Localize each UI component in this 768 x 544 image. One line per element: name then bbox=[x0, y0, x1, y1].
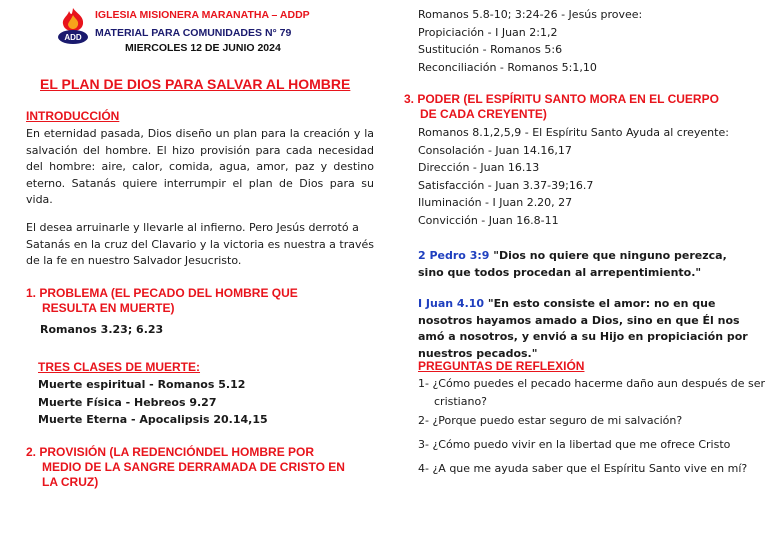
list-item: Romanos 8.1,2,5,9 - El Espíritu Santo Ayuda al creyente: bbox=[418, 126, 729, 139]
problema-heading: 1. PROBLEMA (EL PECADO DEL HOMBRE QUE RESULTA EN MUERTE) bbox=[26, 286, 298, 315]
question-2: 2- ¿Porque puedo estar seguro de mi salvación? bbox=[418, 414, 683, 427]
preguntas-heading: PREGUNTAS DE REFLEXIÓN bbox=[418, 359, 585, 373]
verse-text: "Dios no quiere que ninguno perezca, sino que todos procedan al arrepentimiento." bbox=[418, 249, 727, 279]
list-item: Romanos 5.8-10; 3:24-26 - Jesús provee: bbox=[418, 8, 643, 21]
verse-ref: I Juan 4.10 bbox=[418, 297, 485, 310]
problema-refs: Romanos 3.23; 6.23 bbox=[40, 323, 164, 336]
muerte-heading: TRES CLASES DE MUERTE: bbox=[38, 360, 201, 374]
list-item: Convicción - Juan 16.8-11 bbox=[418, 213, 559, 227]
list-item: Muerte Física - Hebreos 9.27 bbox=[38, 395, 217, 409]
poder-heading: 3. PODER (EL ESPÍRITU SANTO MORA EN EL CUERPO DE CADA CREYENTE) bbox=[404, 92, 719, 121]
list-item: Dirección - Juan 16.13 bbox=[418, 161, 540, 174]
verse-text: "En esto consiste el amor: no en que nosotros hayamos amado a Dios, sino en que Él nos amó a nosotros, y envió a su Hijo en propiciación por nuestros pecados." bbox=[418, 297, 748, 360]
muerte-list bbox=[38, 376, 268, 429]
date-line: MIERCOLES 12 DE JUNIO 2024 bbox=[125, 42, 281, 54]
material-number: MATERIAL PARA COMUNIDADES N° 79 bbox=[95, 27, 292, 39]
verse-ref: 2 Pedro 3:9 bbox=[418, 249, 490, 262]
provision-heading: 2. PROVISIÓN (LA REDENCIÓNDEL HOMBRE POR MEDIO DE LA SANGRE DERRAMADA DE CRISTO EN LA CRUZ) bbox=[26, 445, 345, 489]
intro-heading: INTRODUCCIÓN bbox=[26, 109, 120, 123]
question-1: 1- ¿Cómo puedes el pecado hacerme daño aun después de ser cristiano? bbox=[418, 377, 766, 408]
list-item: Muerte espiritual - Romanos 5.12 bbox=[38, 378, 246, 391]
list-item: Satisfacción - Juan 3.37-39;16.7 bbox=[418, 178, 594, 192]
list-item: Sustitución - Romanos 5:6 bbox=[418, 43, 563, 56]
intro-paragraph-2: El desea arruinarle y llevarle al infierno. Pero Jesús derrotó a Satanás en la cruz del Clavario y la victoria es nuestra a través de la fe en nuestro Salvador Jesucristo. bbox=[26, 221, 374, 267]
intro-paragraph-1: En eternidad pasada, Dios diseño un plan para la creación y la salvación del hombre. El hizo provisión para cada necesidad del hombre: aire, calor, comida, agua, amor, paz y destino eterno. Satanás quiere interrumpir el plan de Dios para su vida. bbox=[26, 127, 374, 206]
provision-list bbox=[418, 6, 642, 76]
list-item: Muerte Eterna - Apocalipsis 20.14,15 bbox=[38, 413, 268, 426]
poder-list bbox=[418, 124, 729, 229]
flame-addp-logo-icon bbox=[56, 6, 90, 46]
question-4: 4- ¿A que me ayuda saber que el Espíritu Santo vive en mí? bbox=[418, 462, 748, 475]
list-item: Reconciliación - Romanos 5:1,10 bbox=[418, 60, 597, 74]
svg-text:ADD: ADD bbox=[64, 33, 82, 42]
list-item: Iluminación - I Juan 2.20, 27 bbox=[418, 196, 573, 209]
list-item: Consolación - Juan 14.16,17 bbox=[418, 143, 572, 157]
page-title: EL PLAN DE DIOS PARA SALVAR AL HOMBRE bbox=[40, 76, 351, 92]
question-3: 3- ¿Cómo puedo vivir en la libertad que me ofrece Cristo bbox=[418, 438, 731, 451]
verse-1-juan bbox=[418, 296, 748, 362]
church-name: IGLESIA MISIONERA MARANATHA – ADDP bbox=[95, 9, 310, 21]
verse-2-pedro bbox=[418, 248, 748, 281]
list-item: Propiciación - I Juan 2:1,2 bbox=[418, 25, 558, 39]
